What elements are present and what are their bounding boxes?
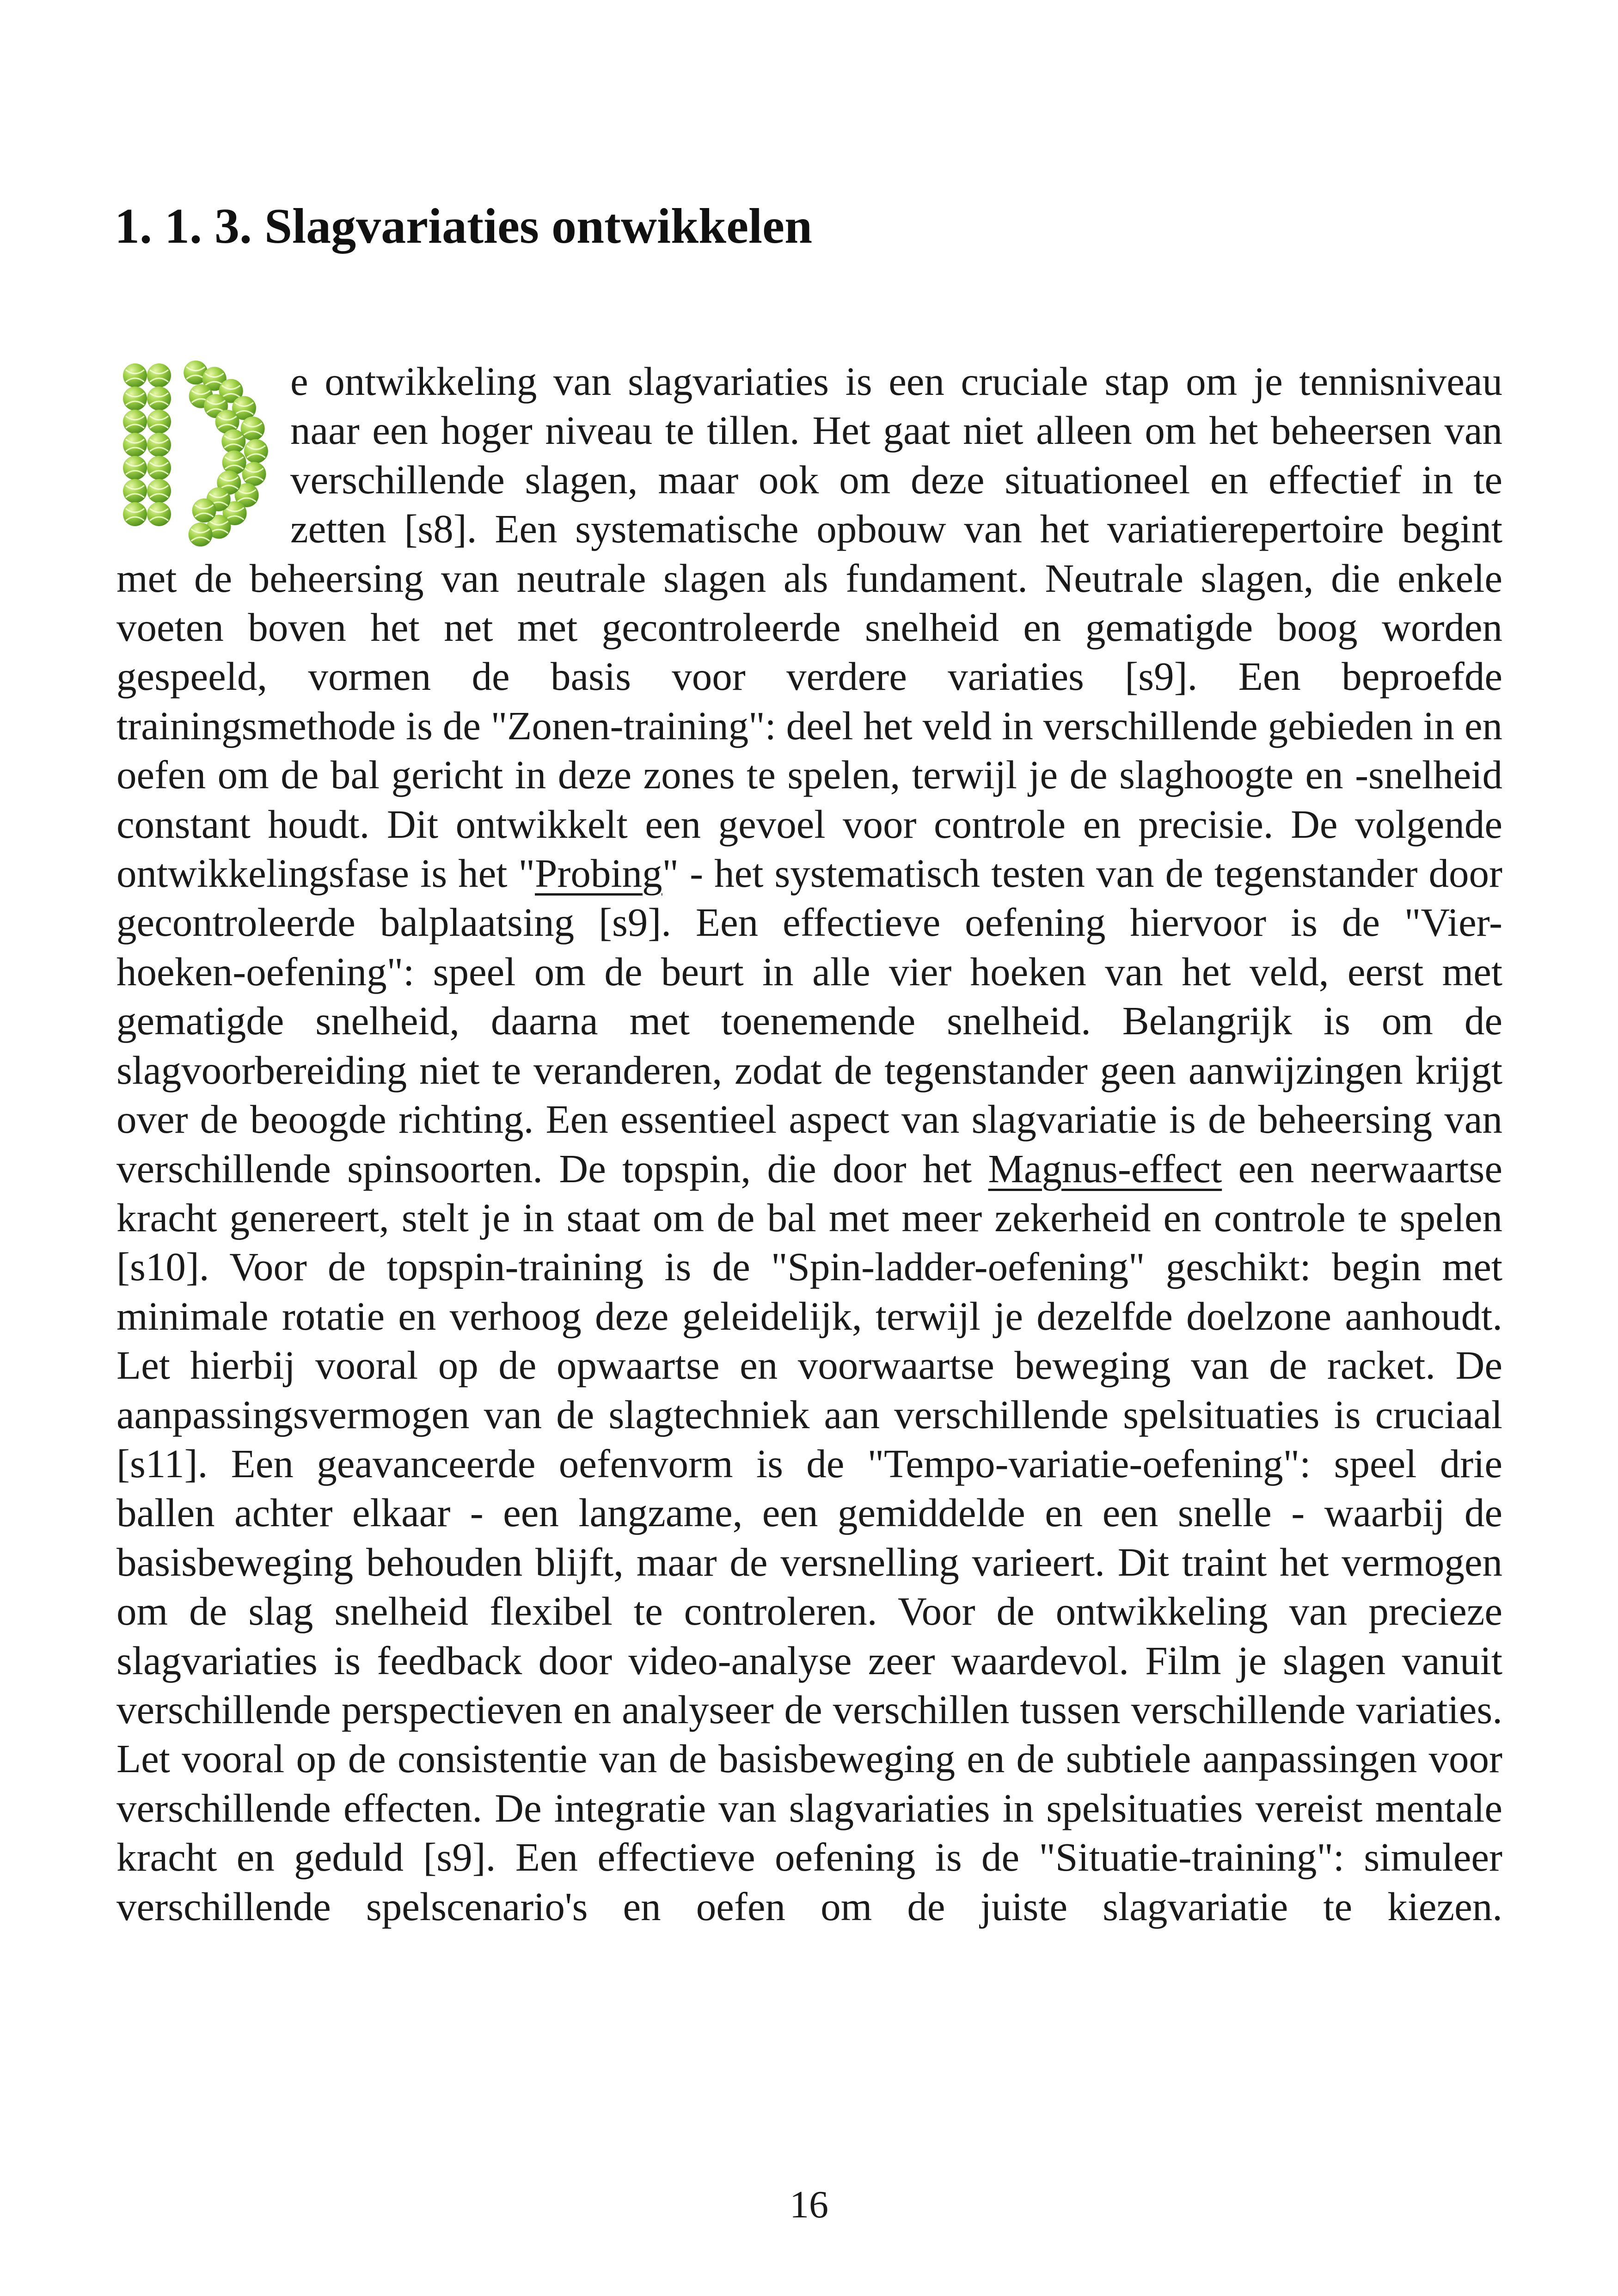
paragraph-text-part-1: e ontwikkeling van slagvariaties is een cruciale stap om je tennisniveau naar een hoger niveau te tillen. Het gaat niet alleen om het beheersen van verschillende slagen, maar ook om deze situationeel en effectief in te zetten [s8]. Een systematische opbouw van het variatierepertoire begint met de beheersing van neutrale slagen als fundament. Neutrale slagen, die enkele voeten boven het net met gecontroleerde snelheid en gematigde boog worden gespeeld, vormen de basis voor verdere variaties [s9]. Een beproefde trainingsmethode is de "Zonen-training": deel het veld in verschillende gebieden in en oefen om de bal gericht in deze zones te spelen, terwijl je de slaghoogte en -snelheid constant houdt. Dit ontwikkelt een gevoel voor controle en precisie. De volgende ontwikkelingsfase is het " bbox=[116, 359, 1502, 896]
section-heading: 1. 1. 3. Slagvariaties ontwikkelen bbox=[115, 199, 813, 254]
magnus-effect-link[interactable]: Magnus-effect bbox=[988, 1146, 1222, 1191]
probing-link[interactable]: Probing bbox=[535, 851, 662, 896]
body-paragraph bbox=[116, 357, 1502, 1931]
paragraph-text-part-3: een neerwaartse kracht genereert, stelt je in staat om de bal met meer zekerheid en controle te spelen [s10]. Voor de topspin-training is de "Spin-ladder-oefening" geschikt: begin met minimale rotatie en verhoog deze geleidelijk, terwijl je dezelfde doelzone aanhoudt. Let hierbij vooral op de opwaartse en voorwaartse beweging van de racket. De aanpassingsvermogen van de slagtechniek aan verschillende spelsituaties is cruciaal [s11]. Een geavanceerde oefenvorm is de "Tempo-variatie-oefening": speel drie ballen achter elkaar - een langzame, een gemiddelde en een snelle - waarbij de basisbeweging behouden blijft, maar de versnelling varieert. Dit traint het vermogen om de slag snelheid flexibel te controleren. Voor de ontwikkeling van precieze slagvariaties is feedback door video-analyse zeer waardevol. Film je slagen vanuit verschillende perspectieven en analyseer de verschillen tussen verschillende variaties. Let vooral op de consistentie van de basisbeweging en de subtiele aanpassingen voor verschillende effecten. De integratie van slagvariaties in spelsituaties vereist mentale kracht en geduld [s9]. Een effectieve oefening is de "Situatie-training": simuleer verschillende spelscenario's en oefen om de juiste slagvariatie te kiezen. bbox=[116, 1146, 1502, 1929]
page-number: 16 bbox=[790, 2183, 828, 2226]
paragraph-text-part-2: " - het systematisch testen van de tegenstander door gecontroleerde balplaatsing [s9]. Een effectieve oefening hiervoor is de "Vier-hoeken-oefening": speel om de beurt in alle vier hoeken van het veld, eerst met gematigde snelheid, daarna met toenemende snelheid. Belangrijk is om de slagvoorbereiding niet te veranderen, zodat de tegenstander geen aanwijzingen krijgt over de beoogde richting. Een essentieel aspect van slagvariatie is de beheersing van verschillende spinsoorten. De topspin, die door het bbox=[116, 851, 1502, 1191]
tennis-ball-letter-d-icon bbox=[116, 358, 275, 548]
